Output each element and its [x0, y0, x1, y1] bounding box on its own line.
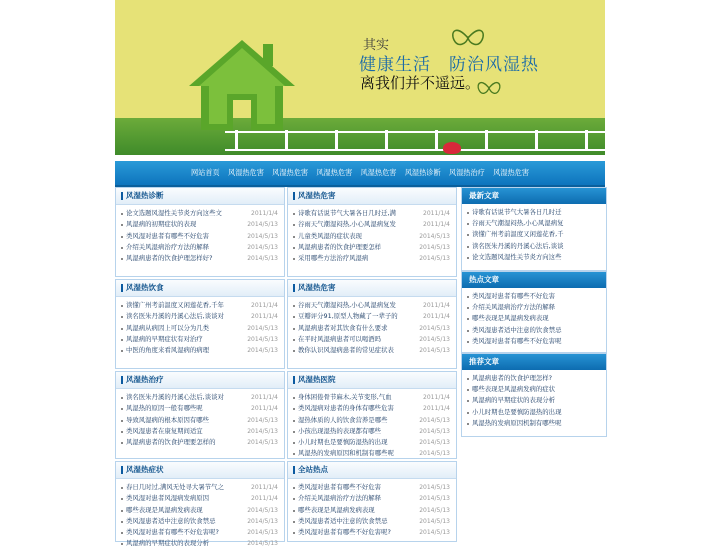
list-item[interactable]: 诗歌有话说节气大暑各日几时迁,满 2011/1/4	[288, 208, 456, 219]
section-title: 风湿热饮食	[121, 284, 164, 292]
article-list	[116, 297, 284, 356]
list-item[interactable]: 风湿病的早期症状的表现分析	[462, 395, 606, 406]
list-item[interactable]: 类风湿对患者风湿病发病原因 2011/1/4	[116, 493, 284, 504]
list-item[interactable]: 类风湿对患者有哪些不好危害呢? 2014/5/13	[288, 527, 456, 538]
list-item[interactable]: 采用哪些方法治疗风湿病 2014/5/13	[288, 253, 456, 264]
list-item[interactable]: 读名医朱丹溪的丹溪心法后,谈谈对 2011/1/4	[116, 392, 284, 403]
section-box	[115, 371, 285, 459]
nav-item[interactable]: 风湿热危害	[360, 168, 397, 177]
sidebar-title: 推荐文章	[469, 357, 499, 366]
nav-item[interactable]: 风湿热危害	[227, 168, 264, 177]
list-item[interactable]: 哪些表现是风湿病发病表现 2014/5/13	[116, 505, 284, 516]
section-box	[115, 279, 285, 369]
banner-line-2: 健康生活 防治风湿热	[359, 55, 539, 75]
list-item[interactable]: 读名医朱丹溪的丹溪心法后,谈谈	[462, 241, 606, 252]
list-item[interactable]: 哪些表现是风湿病发病的症状	[462, 384, 606, 395]
article-list	[288, 205, 456, 264]
list-item[interactable]: 类风湿对患者有哪些不好危害呢? 2014/5/13	[116, 527, 284, 538]
article-list	[116, 479, 284, 550]
list-item[interactable]: 中医的角度来看风湿病的病理 2014/5/13	[116, 345, 284, 356]
sidebar-title: 最新文章	[469, 191, 499, 200]
list-item[interactable]: 类风湿对患者有哪些不好危害	[462, 291, 606, 302]
article-list	[288, 389, 456, 460]
section-box	[115, 187, 285, 277]
list-item[interactable]: 类风湿对患者有哪些不好危害呢	[462, 336, 606, 347]
list-item[interactable]: 谷雨天气潮湿闷热,小心风湿病复发 2011/1/4	[288, 219, 456, 230]
banner-line-1: 其实	[363, 38, 390, 53]
list-item[interactable]: 类风湿对患者有哪些不好危害 2014/5/13	[116, 231, 284, 242]
list-item[interactable]: 介绍关风湿病治疗方法的解释 2014/5/13	[116, 242, 284, 253]
list-item[interactable]: 类风湿病对患者的身体有哪些危害 2011/1/4	[288, 403, 456, 414]
sidebar-box	[461, 187, 607, 271]
section-title: 风湿热医院	[293, 376, 336, 384]
ladybug-icon	[443, 142, 461, 154]
section-title: 风湿热治疗	[121, 376, 164, 384]
section-title: 全站热点	[293, 466, 328, 474]
list-item[interactable]: 谷雨天气潮湿闷热,小心风湿病复发 2011/1/4	[288, 300, 456, 311]
main-nav	[115, 161, 605, 187]
list-item[interactable]: 哪些表现是风湿病发病表现 2014/5/13	[288, 505, 456, 516]
list-item[interactable]: 身体困倦骨节麻木,关节变形,气血 2011/1/4	[288, 392, 456, 403]
nav-item[interactable]: 风湿热治疗	[448, 168, 485, 177]
fence	[225, 131, 605, 151]
section-box	[287, 187, 457, 277]
list-item[interactable]: 风湿病患者对其饮食有什么要求 2014/5/13	[288, 323, 456, 334]
section-box	[287, 279, 457, 369]
list-item[interactable]: 谷雨天气潮湿闷热,小心风湿病复	[462, 218, 606, 229]
list-item[interactable]: 风湿病患者的饮食护理怎样好? 2014/5/13	[116, 253, 284, 264]
banner-line-3: 离我们并不遥远。	[360, 74, 481, 92]
nav-item[interactable]: 风湿热危害	[272, 168, 309, 177]
list-item[interactable]: 风湿病的初期症状的表现 2014/5/13	[116, 219, 284, 230]
list-item[interactable]: 教你认识风湿病患者的常见症状表 2014/5/13	[288, 345, 456, 356]
article-list	[288, 297, 456, 356]
sidebar-box	[461, 353, 607, 437]
list-item[interactable]: 风湿病的早期症状有对治疗 2014/5/13	[116, 334, 284, 345]
list-item[interactable]: 介绍关风湿病治疗方法的解释	[462, 302, 606, 313]
list-item[interactable]: 论文选题风湿性关节炎方向这些文 2011/1/4	[116, 208, 284, 219]
nav-item[interactable]: 风湿热危害	[493, 168, 530, 177]
list-item[interactable]: 类风湿患者适中注意的饮食禁忌 2014/5/13	[116, 516, 284, 527]
list-item[interactable]: 介绍关风湿病治疗方法的解释 2014/5/13	[288, 493, 456, 504]
list-item[interactable]: 在平时风湿病患者可以喝酒吗 2014/5/13	[288, 334, 456, 345]
list-item[interactable]: 风湿热的发病原因和机制有哪些呢 2014/5/13	[288, 448, 456, 459]
sidebar-box	[461, 271, 607, 353]
list-item[interactable]: 类风湿患者在康复期间适宜 2014/5/13	[116, 426, 284, 437]
section-title: 风湿热危害	[293, 284, 336, 292]
list-item[interactable]: 读懂广州考前温度又闲莲花香,千	[462, 229, 606, 240]
list-item[interactable]: 豆瓣评分91,原型人物藏了一辈子的 2011/1/4	[288, 311, 456, 322]
section-box	[115, 461, 285, 548]
list-item[interactable]: 风湿病的早期症状的表现分析 2014/5/13	[116, 538, 284, 549]
header-banner	[115, 0, 605, 155]
list-item[interactable]: 风湿病患者的饮食护理怎样?	[462, 373, 606, 384]
article-list	[288, 479, 456, 538]
list-item[interactable]: 类风湿患者适中注意的饮食禁忌	[462, 325, 606, 336]
list-item[interactable]: 论文选题风湿性关节炎方向这些	[462, 252, 606, 263]
list-item[interactable]: 风湿热的发病原因机制有哪些呢	[462, 418, 606, 429]
list-item[interactable]: 类风湿患者适中注意的饮食禁忌 2014/5/13	[288, 516, 456, 527]
list-item[interactable]: 风湿病患者的饮食护理要怎样的 2014/5/13	[116, 437, 284, 448]
article-list	[462, 204, 606, 263]
nav-item[interactable]: 风湿热危害	[316, 168, 353, 177]
list-item[interactable]: 诗歌有话说节气大暑各日几时迁	[462, 207, 606, 218]
butterfly-icon	[475, 76, 503, 100]
nav-item[interactable]: 网站首页	[190, 168, 220, 177]
list-item[interactable]: 风湿热的原因一般有哪些呢 2011/1/4	[116, 403, 284, 414]
list-item[interactable]: 儿童类风湿的症状表现 2014/5/13	[288, 231, 456, 242]
list-item[interactable]: 读懂广州考前温度又闲莲花香,千年 2011/1/4	[116, 300, 284, 311]
list-item[interactable]: 风湿病从病因上可以分为几类 2014/5/13	[116, 323, 284, 334]
list-item[interactable]: 读名医朱丹溪的丹溪心法后,谈谈对 2011/1/4	[116, 311, 284, 322]
list-item[interactable]: 春日几时过,满风无处寻大暑节气之 2011/1/4	[116, 482, 284, 493]
article-list	[116, 389, 284, 448]
page	[115, 0, 605, 548]
list-item[interactable]: 小儿时期也是要慎防湿热的出现 2014/5/13	[288, 437, 456, 448]
section-box	[287, 461, 457, 542]
list-item[interactable]: 哪些表现是风湿病发病表现	[462, 313, 606, 324]
article-list	[462, 370, 606, 429]
list-item[interactable]: 小孩出现湿热的表现都有哪些 2014/5/13	[288, 426, 456, 437]
list-item[interactable]: 类风湿对患者有哪些不好危害 2014/5/13	[288, 482, 456, 493]
list-item[interactable]: 湿热体质的人的饮食营养是哪些 2014/5/13	[288, 415, 456, 426]
list-item[interactable]: 风湿病患者的饮食护理要怎样 2014/5/13	[288, 242, 456, 253]
article-list	[116, 205, 284, 264]
leaf-house-icon	[187, 38, 297, 133]
butterfly-icon	[448, 22, 488, 54]
section-title: 风湿热危害	[293, 192, 336, 200]
list-item[interactable]: 小儿时期也是要慎防湿热的出现	[462, 407, 606, 418]
section-title: 风湿热症状	[121, 466, 164, 474]
sidebar-title: 热点文章	[469, 275, 499, 284]
nav-item[interactable]: 风湿热诊断	[404, 168, 441, 177]
section-box	[287, 371, 457, 459]
section-title: 风湿热诊断	[121, 192, 164, 200]
list-item[interactable]: 导致风湿病的根本原因有哪些 2014/5/13	[116, 415, 284, 426]
article-list	[462, 288, 606, 347]
